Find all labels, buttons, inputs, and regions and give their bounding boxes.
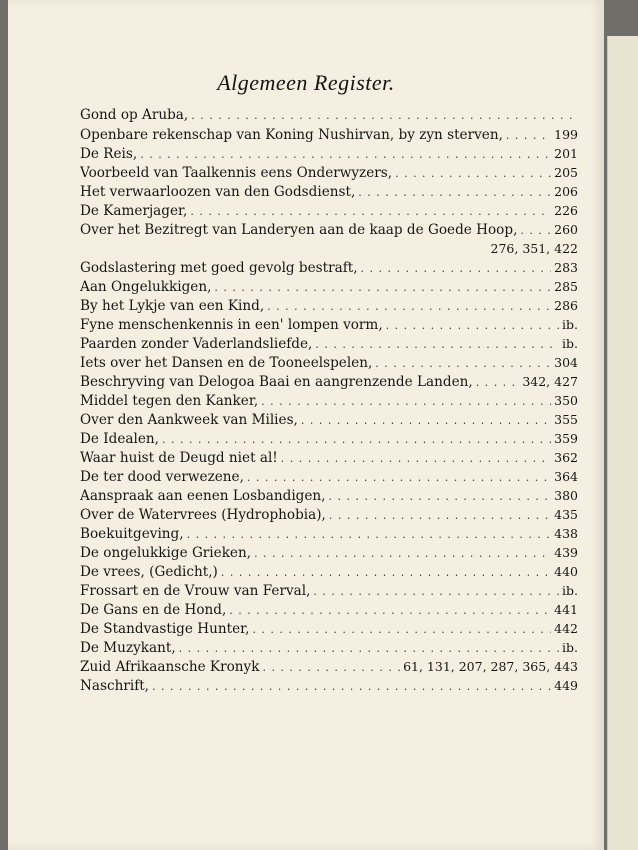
entry-page: ib. xyxy=(562,583,578,598)
register-entry xyxy=(80,638,578,657)
dot-leader xyxy=(395,164,551,183)
dot-leader xyxy=(221,563,551,582)
entry-title: Frossart en de Vrouw van Ferval, xyxy=(80,583,311,599)
entry-title: Paarden zonder Vaderlandsliefde, xyxy=(80,336,313,352)
entry-title: Beschryving van Delogoa Baai en aangrenzende Landen, xyxy=(80,374,473,390)
entry-title: De Idealen, xyxy=(80,431,159,447)
dot-leader xyxy=(140,145,551,164)
dot-leader xyxy=(506,126,551,145)
dot-leader xyxy=(179,639,559,658)
entry-title: Middel tegen den Kanker, xyxy=(80,393,259,409)
register-entry xyxy=(80,581,578,600)
entry-page: 442 xyxy=(554,621,578,636)
entry-page: 364 xyxy=(554,469,578,484)
entry-title: Boekuitgeving, xyxy=(80,526,184,542)
entry-title: Fyne menschenkennis in een' lompen vorm, xyxy=(80,317,383,333)
entry-page: 283 xyxy=(554,260,578,275)
entry-page: 355 xyxy=(554,412,578,427)
entry-title: De ongelukkige Grieken, xyxy=(80,545,252,561)
dot-leader xyxy=(313,582,559,601)
entry-title: Waar huist de Deugd niet al! xyxy=(80,450,278,466)
entry-page: 342, 427 xyxy=(522,374,578,389)
register-entry xyxy=(80,353,578,372)
entry-page: 206 xyxy=(554,184,578,199)
register-entry xyxy=(80,125,578,144)
entry-page: 440 xyxy=(554,564,578,579)
dot-leader xyxy=(190,202,551,221)
dot-leader xyxy=(267,297,551,316)
entry-title: Over de Watervrees (Hydrophobia), xyxy=(80,507,326,523)
dot-leader xyxy=(520,221,551,240)
entry-title: Godslastering met goed gevolg bestraft, xyxy=(80,260,358,276)
dot-leader xyxy=(315,335,559,354)
entry-title: De Gans en de Hond, xyxy=(80,602,227,618)
entry-page: 435 xyxy=(554,507,578,522)
dot-leader xyxy=(254,544,551,563)
dot-leader xyxy=(252,620,551,639)
entry-title: Naschrift, xyxy=(80,678,150,694)
register-entry xyxy=(80,220,578,239)
register-entry xyxy=(80,505,578,524)
register-entry xyxy=(80,182,578,201)
entry-title: Aanspraak aan eenen Losbandigen, xyxy=(80,488,326,504)
register-entry xyxy=(80,201,578,220)
dot-leader xyxy=(162,430,551,449)
register-entry xyxy=(80,657,578,676)
register-entry xyxy=(80,543,578,562)
entry-page: 438 xyxy=(554,526,578,541)
entry-title: By het Lykje van een Kind, xyxy=(80,298,265,314)
entry-page: 226 xyxy=(554,203,578,218)
dot-leader xyxy=(329,487,552,506)
dot-leader xyxy=(214,278,551,297)
entry-title: Gond op Aruba, xyxy=(80,107,189,123)
register-entry xyxy=(80,391,578,410)
register-entry xyxy=(80,619,578,638)
register-entry xyxy=(80,600,578,619)
dot-leader xyxy=(187,525,552,544)
entry-title: Het verwaarloozen van den Godsdienst, xyxy=(80,184,356,200)
register-entry xyxy=(80,562,578,581)
dot-leader xyxy=(191,106,575,125)
register-entry xyxy=(80,372,578,391)
register-entry xyxy=(80,410,578,429)
entry-page: 350 xyxy=(554,393,578,408)
register-list xyxy=(80,106,578,695)
entry-page: 285 xyxy=(554,279,578,294)
register-entry xyxy=(80,296,578,315)
entry-page: 449 xyxy=(554,678,578,693)
register-entry xyxy=(80,448,578,467)
entry-title: Openbare rekenschap van Koning Nushirvan, by zyn sterven, xyxy=(80,127,503,143)
register-entry xyxy=(80,315,578,334)
entry-title: Iets over het Dansen en de Tooneelspelen, xyxy=(80,355,373,371)
dot-leader xyxy=(375,354,551,373)
register-entry xyxy=(80,144,578,163)
register-entry xyxy=(80,486,578,505)
entry-page: 201 xyxy=(554,146,578,161)
entry-title: De vrees, (Gedicht,) xyxy=(80,564,218,580)
entry-page: 304 xyxy=(554,355,578,370)
dot-leader xyxy=(301,411,551,430)
register-entry xyxy=(80,467,578,486)
entry-title: Voorbeeld van Taalkennis eens Onderwyzers, xyxy=(80,165,393,181)
dot-leader xyxy=(281,449,551,468)
register-entry xyxy=(80,277,578,296)
entry-title: Over het Bezitregt van Landeryen aan de kaap de Goede Hoop, xyxy=(80,222,518,238)
entry-page: ib. xyxy=(562,336,578,351)
entry-page: 286 xyxy=(554,298,578,313)
register-entry xyxy=(80,106,578,125)
register-entry xyxy=(80,163,578,182)
entry-title: Zuid Afrikaansche Kronyk xyxy=(80,659,260,675)
entry-page: ib. xyxy=(562,317,578,332)
entry-page: ib. xyxy=(562,640,578,655)
entry-page: 61, 131, 207, 287, 365, 443 xyxy=(403,659,578,674)
dot-leader xyxy=(152,677,551,696)
entry-page: 260 xyxy=(554,222,578,237)
entry-title: De Kamerjager, xyxy=(80,203,188,219)
adjacent-page-edge xyxy=(607,36,638,850)
dot-leader xyxy=(476,373,520,392)
dot-leader xyxy=(386,316,559,335)
entry-page: 439 xyxy=(554,545,578,560)
register-entry xyxy=(80,429,578,448)
entry-page: 362 xyxy=(554,450,578,465)
register-entry xyxy=(80,334,578,353)
entry-page-continuation: 276, 351, 422 xyxy=(490,241,578,256)
register-entry xyxy=(80,676,578,695)
entry-page: 205 xyxy=(554,165,578,180)
dot-leader xyxy=(247,468,551,487)
entry-title: De Standvastige Hunter, xyxy=(80,621,250,637)
dot-leader xyxy=(261,392,551,411)
entry-page: 380 xyxy=(554,488,578,503)
entry-page: 359 xyxy=(554,431,578,446)
entry-title: Aan Ongelukkigen, xyxy=(80,279,212,295)
page-title: Algemeen Register. xyxy=(217,70,395,95)
entry-page: 441 xyxy=(554,602,578,617)
dot-leader xyxy=(329,506,551,525)
dot-leader xyxy=(229,601,551,620)
entry-title: De Reis, xyxy=(80,146,138,162)
dot-leader xyxy=(262,658,400,677)
register-entry xyxy=(80,258,578,277)
register-entry xyxy=(80,524,578,543)
entry-title: De Muzykant, xyxy=(80,640,176,656)
entry-title: Over den Aankweek van Milies, xyxy=(80,412,298,428)
entry-title: De ter dood verwezene, xyxy=(80,469,244,485)
dot-leader xyxy=(358,183,551,202)
entry-page: 199 xyxy=(554,127,578,142)
dot-leader xyxy=(361,259,552,278)
book-page xyxy=(8,0,604,850)
